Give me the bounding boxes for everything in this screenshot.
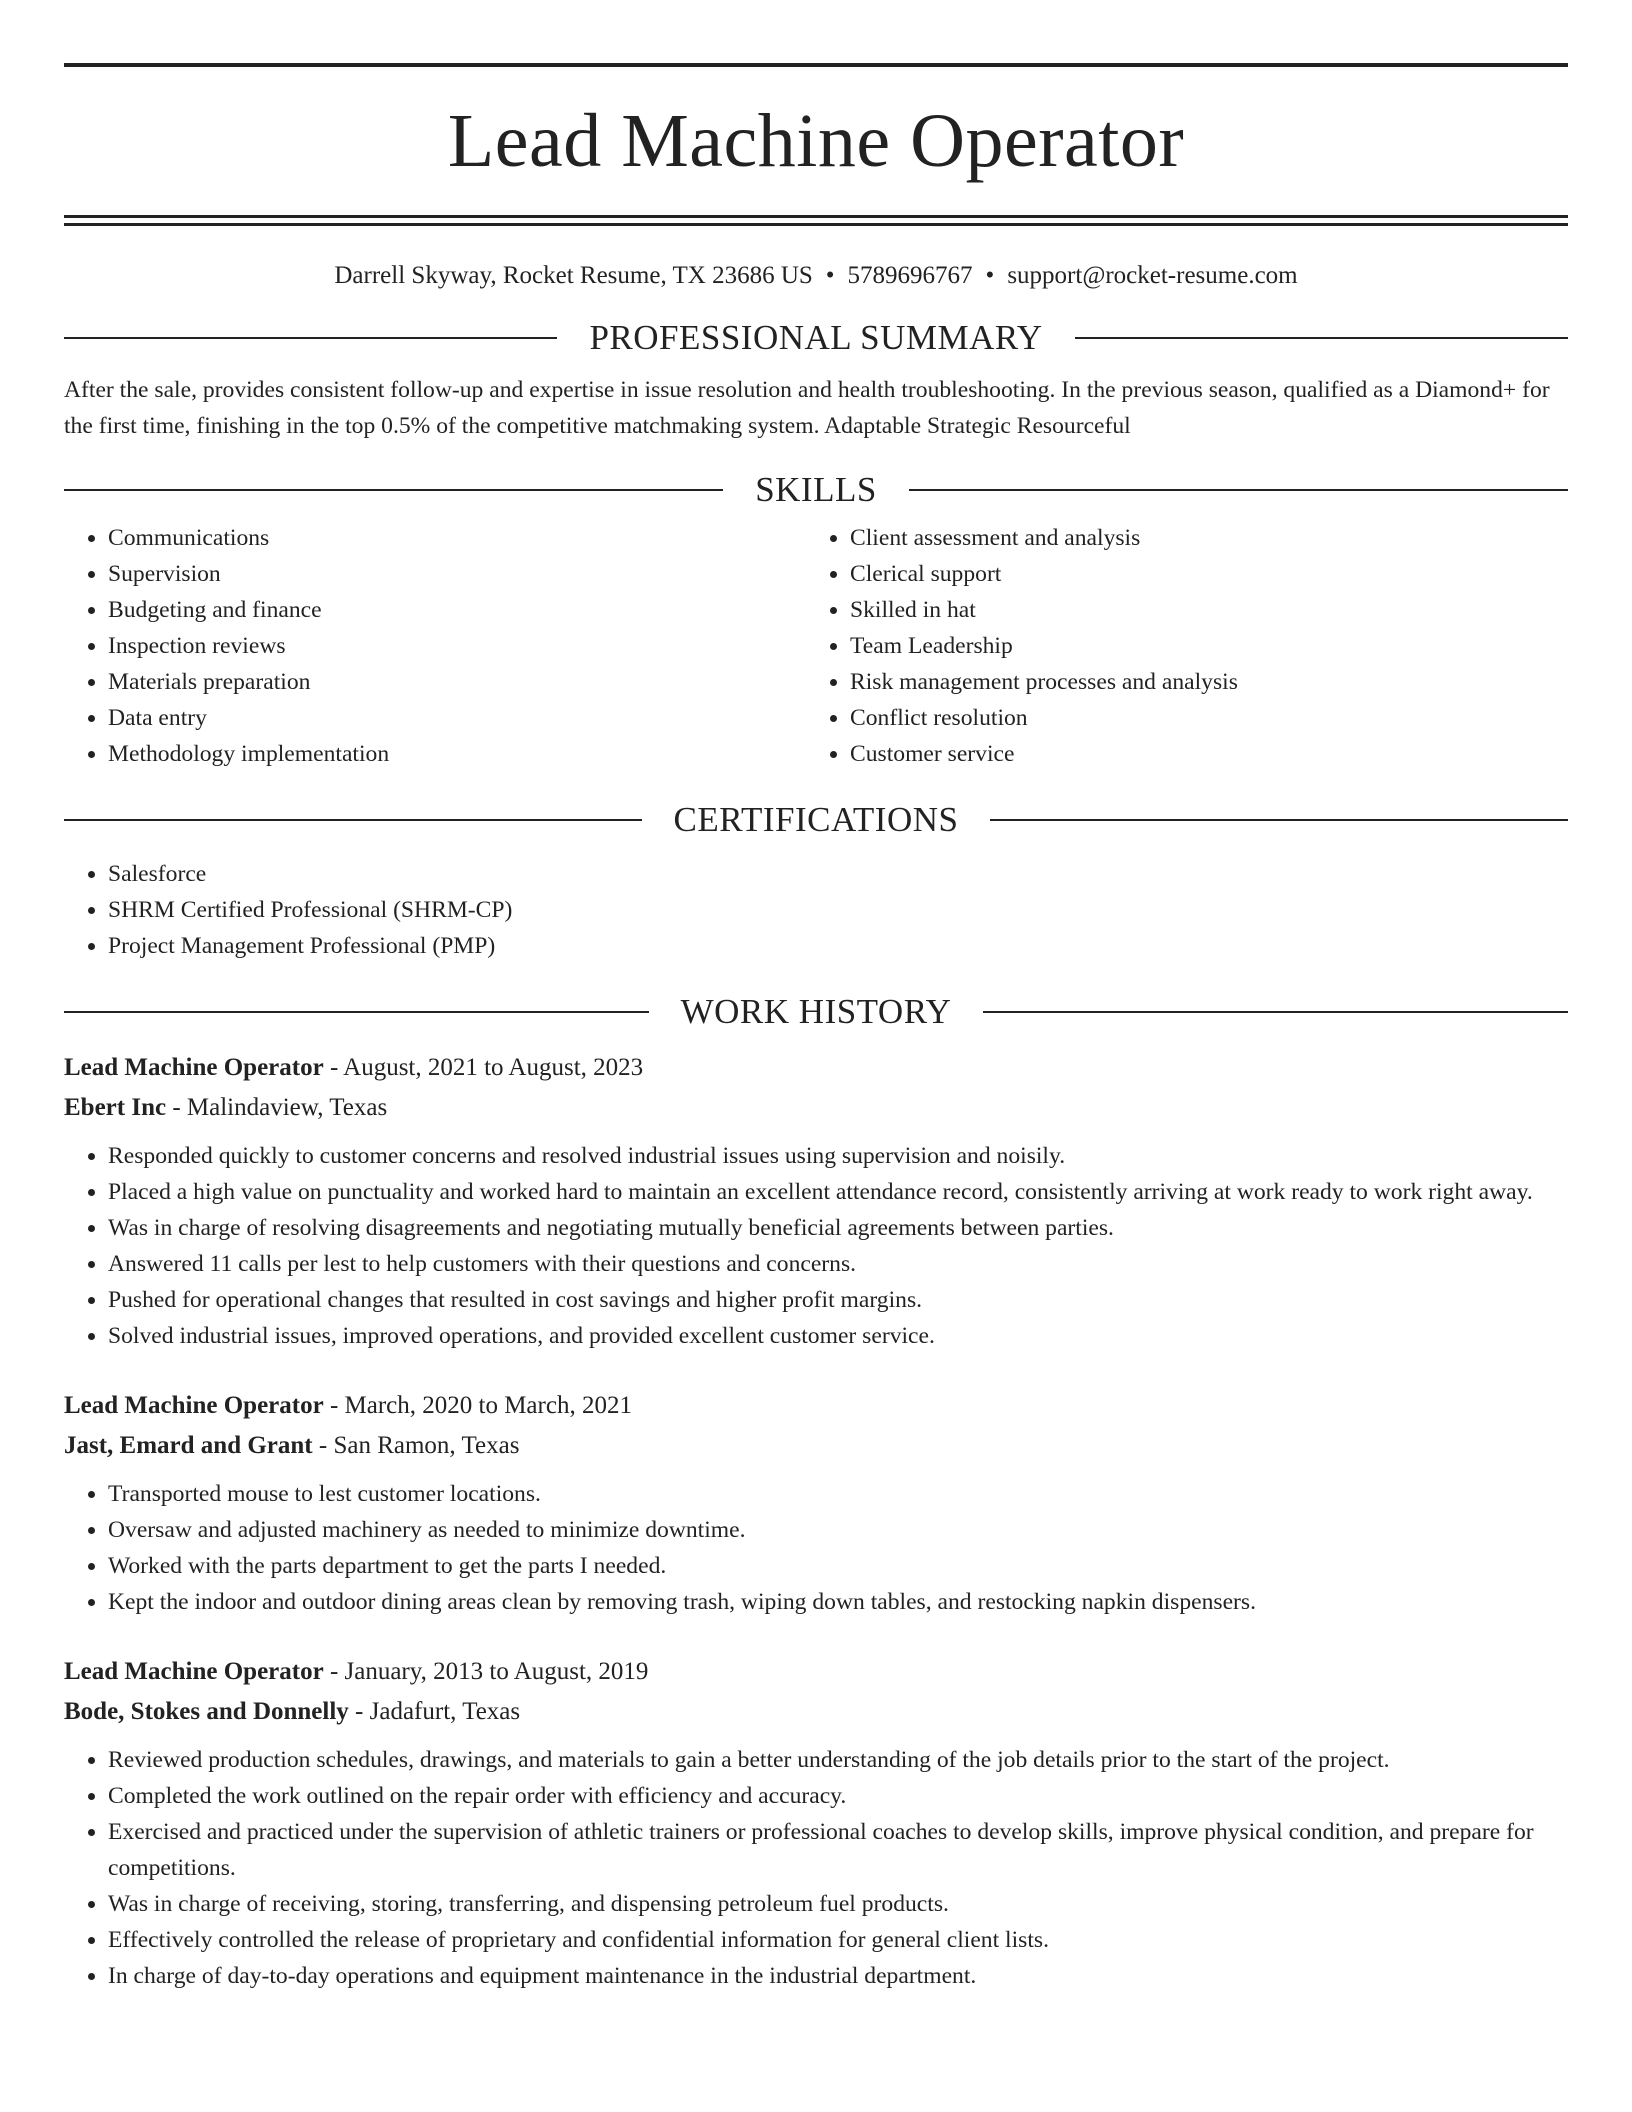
job-bullet: • Solved industrial issues, improved operations, and provided excellent customer service. <box>108 1318 1568 1354</box>
summary-text: After the sale, provides consistent follow-up and expertise in issue resolution and health troubleshooting. In the previous season, qualified as a Diamond+ for the first time, finishing in the top 0.5% of the competitive matchmaking system. Adaptable Strategic Resourceful <box>64 377 1550 439</box>
job-location: - Malindaview, Texas <box>166 1093 388 1121</box>
job-title: Lead Machine Operator <box>64 1053 324 1081</box>
heading-rule-right <box>909 489 1568 491</box>
work-history-heading-label: WORK HISTORY <box>680 991 952 1031</box>
job-company-line <box>64 1426 1568 1466</box>
job-bullets <box>64 1476 1568 1620</box>
work-history-heading <box>64 990 1568 1034</box>
job-title-line <box>64 1048 1568 1088</box>
contact-separator: • <box>985 262 995 289</box>
skill-item: • Materials preparation <box>108 664 806 700</box>
job-dates: - January, 2013 to August, 2019 <box>323 1657 649 1685</box>
job-entry <box>64 1652 1568 1994</box>
heading-rule-left <box>64 1011 649 1013</box>
job-company: Ebert Inc <box>64 1093 167 1121</box>
contact-separator: • <box>825 262 835 289</box>
heading-rule-left <box>64 489 723 491</box>
job-bullet: • Answered 11 calls per lest to help customers with their questions and concerns. <box>108 1246 1568 1282</box>
skill-item: • Risk management processes and analysis <box>850 664 1548 700</box>
job-bullet: • Oversaw and adjusted machinery as needed to minimize downtime. <box>108 1512 1568 1548</box>
certifications-heading <box>64 798 1568 842</box>
summary-heading-label: PROFESSIONAL SUMMARY <box>589 318 1043 357</box>
job-bullet: • Worked with the parts department to get the parts I needed. <box>108 1548 1568 1584</box>
job-location: - San Ramon, Texas <box>312 1431 520 1459</box>
skill-item: • Methodology implementation <box>108 736 806 772</box>
job-company: Jast, Emard and Grant <box>64 1431 313 1459</box>
skill-item: • Client assessment and analysis <box>850 520 1548 556</box>
skill-item: • Communications <box>108 520 806 556</box>
skills-heading <box>64 468 1568 512</box>
skill-item: • Inspection reviews <box>108 628 806 664</box>
heading-rule-right <box>1075 337 1568 339</box>
skill-item: • Team Leadership <box>850 628 1548 664</box>
job-bullet: • Was in charge of resolving disagreements and negotiating mutually beneficial agreements between parties. <box>108 1210 1568 1246</box>
skill-item: • Conflict resolution <box>850 700 1548 736</box>
skill-item: • Supervision <box>108 556 806 592</box>
job-location: - Jadafurt, Texas <box>348 1697 521 1725</box>
job-bullet: • Pushed for operational changes that resulted in cost savings and higher profit margins. <box>108 1282 1568 1318</box>
job-bullet: • Responded quickly to customer concerns and resolved industrial issues using supervision and noisily. <box>108 1138 1568 1174</box>
certification-item: • Salesforce <box>108 856 1568 892</box>
contact-line <box>64 260 1568 292</box>
top-rule <box>64 63 1568 67</box>
heading-rule-right <box>990 819 1568 821</box>
skills-column-left <box>64 520 806 772</box>
job-title-line <box>64 1652 1568 1692</box>
skills-list <box>64 520 1568 772</box>
job-entry <box>64 1048 1568 1354</box>
contact-phone: 5789696767 <box>847 262 973 289</box>
heading-rule-left <box>64 337 557 339</box>
job-title-line <box>64 1386 1568 1426</box>
job-company-line <box>64 1088 1568 1128</box>
certification-item: • Project Management Professional (PMP) <box>108 928 1568 964</box>
skill-item: • Clerical support <box>850 556 1548 592</box>
job-bullet: • Transported mouse to lest customer locations. <box>108 1476 1568 1512</box>
heading-rule-left <box>64 819 642 821</box>
job-title: Lead Machine Operator <box>64 1657 324 1685</box>
job-bullets <box>64 1138 1568 1354</box>
job-title: Lead Machine Operator <box>64 1391 324 1419</box>
job-bullet: • Was in charge of receiving, storing, transferring, and dispensing petroleum fuel products. <box>108 1886 1568 1922</box>
skill-item: • Customer service <box>850 736 1548 772</box>
skill-item: • Data entry <box>108 700 806 736</box>
job-dates: - March, 2020 to March, 2021 <box>323 1391 632 1419</box>
job-dates: - August, 2021 to August, 2023 <box>323 1053 644 1081</box>
skill-item: • Budgeting and finance <box>108 592 806 628</box>
skills-heading-label: SKILLS <box>755 469 877 509</box>
certifications-list <box>64 856 1568 964</box>
job-bullet: • Placed a high value on punctuality and worked hard to maintain an excellent attendance record, consistently arriving at work ready to work right away. <box>108 1174 1568 1210</box>
job-company: Bode, Stokes and Donnelly <box>64 1697 349 1725</box>
job-bullet: • Exercised and practiced under the supervision of athletic trainers or professional coaches to develop skills, improve physical condition, and prepare for competitions. <box>108 1814 1568 1886</box>
certification-item: • SHRM Certified Professional (SHRM-CP) <box>108 892 1568 928</box>
job-bullet: • In charge of day-to-day operations and equipment maintenance in the industrial department. <box>108 1958 1568 1994</box>
job-bullet: • Completed the work outlined on the repair order with efficiency and accuracy. <box>108 1778 1568 1814</box>
job-entry <box>64 1386 1568 1620</box>
certifications-heading-label: CERTIFICATIONS <box>673 799 959 839</box>
job-bullets <box>64 1742 1568 1994</box>
heading-rule-right <box>983 1011 1568 1013</box>
job-bullet: • Reviewed production schedules, drawings, and materials to gain a better understanding of the job details prior to the start of the project. <box>108 1742 1568 1778</box>
page-title: Lead Machine Operator <box>447 99 1185 183</box>
skill-item: • Skilled in hat <box>850 592 1548 628</box>
summary-heading <box>64 316 1568 360</box>
job-bullet: • Effectively controlled the release of proprietary and confidential information for general client lists. <box>108 1922 1568 1958</box>
job-company-line <box>64 1692 1568 1732</box>
contact-email[interactable]: support@rocket-resume.com <box>1007 262 1298 289</box>
title-double-rule <box>64 215 1568 226</box>
skills-column-right <box>806 520 1548 772</box>
job-bullet: • Kept the indoor and outdoor dining areas clean by removing trash, wiping down tables, and restocking napkin dispensers. <box>108 1584 1568 1620</box>
contact-address: Darrell Skyway, Rocket Resume, TX 23686 US <box>334 262 813 289</box>
